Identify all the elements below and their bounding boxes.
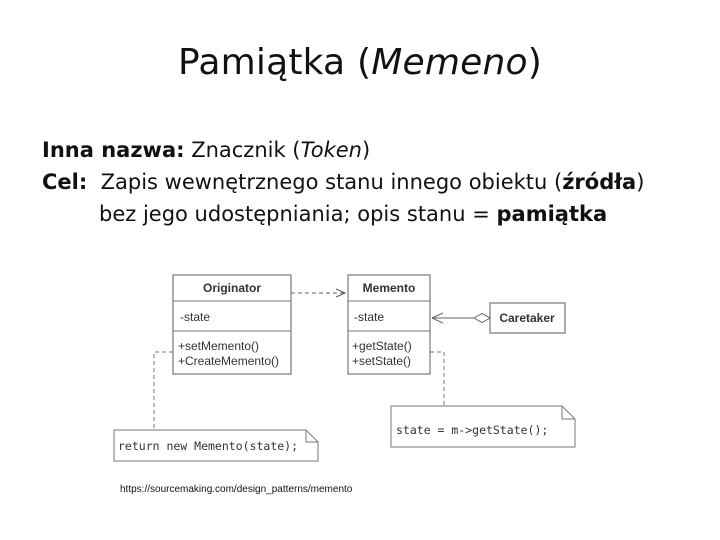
caretaker-class <box>490 303 565 333</box>
originator-op-1: +setMemento() <box>178 339 260 353</box>
memento-attr: -state <box>354 310 385 324</box>
purpose-text-1-end: ) <box>636 170 645 194</box>
originator-op-2: +CreateMemento() <box>178 354 280 368</box>
caretaker-name: Caretaker <box>499 311 555 325</box>
originator-attr: -state <box>180 310 211 324</box>
alias-italic: Token <box>300 138 362 162</box>
memento-class <box>348 275 430 374</box>
purpose-bold-2: pamiątka <box>496 202 608 226</box>
alias-close: ) <box>361 138 371 162</box>
note-left <box>114 430 318 461</box>
aggregation-link <box>432 313 490 323</box>
note-left-text: return new Memento(state); <box>118 439 299 453</box>
purpose-label: Cel: <box>42 170 88 194</box>
note-right-connector <box>430 352 444 406</box>
memento-name: Memento <box>362 281 416 295</box>
purpose-text-2: bez jego udostępniania; opis stanu = <box>99 202 497 226</box>
originator-name: Originator <box>202 281 262 295</box>
title-close: ) <box>527 42 542 83</box>
title-main: Pamiątka ( <box>178 42 372 83</box>
memento-op-2: +setState() <box>352 354 412 368</box>
purpose-bold-1: źródła <box>562 170 637 194</box>
memento-op-1: +getState() <box>352 339 412 353</box>
note-right <box>391 406 575 447</box>
note-left-connector <box>154 352 173 430</box>
alias-value: Znacznik ( <box>184 138 301 162</box>
alias-label: Inna nazwa: <box>42 138 185 162</box>
note-right-text: state = m->getState(); <box>396 423 549 437</box>
source-url: https://sourcemaking.com/design_patterns/memento <box>120 484 353 495</box>
title-italic: Memeno <box>371 42 528 83</box>
originator-class <box>173 275 291 374</box>
purpose-text-1: Zapis wewnętrznego stanu innego obiektu ( <box>87 170 563 194</box>
